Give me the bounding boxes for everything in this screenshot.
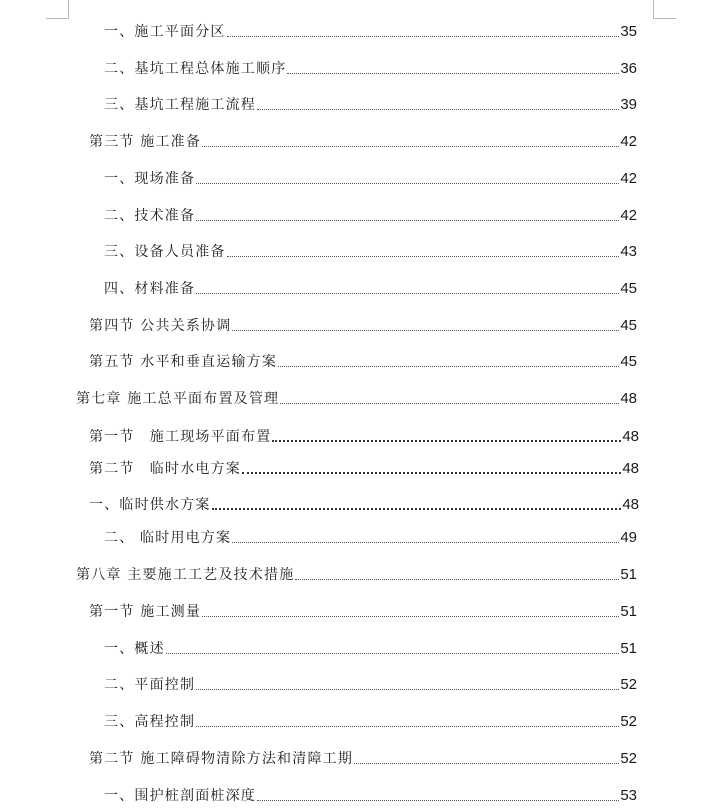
- toc-entry-title: 一、临时供水方案: [89, 497, 211, 513]
- toc-page-number: 42: [620, 170, 637, 187]
- toc-page-number: 48: [622, 496, 639, 513]
- toc-page-number: 42: [620, 133, 637, 150]
- toc-entry-title: 二、基坑工程总体施工顺序: [104, 61, 287, 77]
- toc-entry[interactable]: [104, 709, 637, 731]
- toc-entry-title: 第四节 公共关系协调: [89, 318, 232, 334]
- toc-entry[interactable]: [104, 783, 637, 805]
- toc-dot-leader: [227, 36, 620, 37]
- toc-entry-title: 第一节 施工测量: [89, 604, 202, 620]
- toc-entry-title: 第三节 施工准备: [89, 134, 202, 150]
- toc-page-number: 48: [622, 460, 639, 477]
- toc-page-number: 53: [620, 787, 637, 804]
- toc-entry[interactable]: [104, 92, 637, 114]
- toc-dot-leader: [257, 800, 619, 801]
- toc-dot-leader: [232, 330, 619, 331]
- toc-entry-title: 第七章 施工总平面布置及管理: [76, 391, 280, 407]
- toc-dot-leader: [354, 763, 619, 764]
- toc-entry-title: 一、现场准备: [104, 171, 196, 187]
- toc-entry-title: 四、材料准备: [104, 281, 196, 297]
- toc-page-number: 39: [620, 96, 637, 113]
- toc-page-number: 45: [620, 280, 637, 297]
- toc-entry[interactable]: [89, 349, 637, 371]
- toc-entry-title: 第二节 施工障碍物清除方法和清障工期: [89, 751, 354, 767]
- toc-entry[interactable]: [89, 599, 637, 621]
- toc-page-number: 52: [620, 750, 637, 767]
- toc-dot-leader: [196, 220, 619, 221]
- toc-page-number: 45: [620, 353, 637, 370]
- toc-page-number: 52: [620, 713, 637, 730]
- toc-page-number: 51: [620, 566, 637, 583]
- toc-dot-leader: [232, 542, 619, 543]
- toc-dot-leader: [257, 109, 619, 110]
- toc-page-number: 45: [620, 317, 637, 334]
- toc-dot-leader: [242, 472, 621, 474]
- toc-entry[interactable]: [104, 672, 637, 694]
- toc-entry[interactable]: [104, 56, 637, 78]
- toc-entry-title: 三、高程控制: [104, 714, 196, 730]
- toc-page-number: 51: [620, 603, 637, 620]
- toc-dot-leader: [202, 616, 619, 617]
- toc-page-number: 48: [622, 428, 639, 445]
- toc-entry[interactable]: [76, 562, 637, 584]
- toc-entry[interactable]: [89, 424, 637, 446]
- toc-entry[interactable]: [89, 746, 637, 768]
- toc-page-number: 51: [620, 640, 637, 657]
- toc-dot-leader: [227, 256, 620, 257]
- toc-entry[interactable]: [104, 276, 637, 298]
- toc-dot-leader: [196, 726, 619, 727]
- toc-entry-title: 第八章 主要施工工艺及技术措施: [76, 567, 295, 583]
- toc-dot-leader: [212, 508, 622, 510]
- toc-entry-title: 二、平面控制: [104, 677, 196, 693]
- toc-entry-title: 二、 临时用电方案: [104, 530, 232, 546]
- toc-page-number: 35: [620, 23, 637, 40]
- toc-entry[interactable]: [104, 203, 637, 225]
- toc-entry-title: 一、围护桩剖面桩深度: [104, 788, 256, 804]
- toc-dot-leader: [196, 689, 619, 690]
- toc-entry[interactable]: [104, 166, 637, 188]
- toc-entry[interactable]: [89, 313, 637, 335]
- toc-entry-title: 第二节 临时水电方案: [89, 461, 241, 477]
- toc-dot-leader: [278, 366, 619, 367]
- toc-dot-leader: [196, 293, 619, 294]
- toc-dot-leader: [272, 440, 621, 442]
- toc-entry[interactable]: [89, 456, 637, 478]
- toc-dot-leader: [295, 579, 619, 580]
- toc-entry-title: 第五节 水平和垂直运输方案: [89, 354, 278, 370]
- toc-dot-leader: [280, 403, 619, 404]
- toc-page-number: 49: [620, 529, 637, 546]
- toc-entry[interactable]: [89, 129, 637, 151]
- toc-dot-leader: [287, 73, 619, 74]
- toc-entry[interactable]: [104, 636, 637, 658]
- toc-page-number: 48: [620, 390, 637, 407]
- toc-entry[interactable]: [76, 386, 637, 408]
- toc-entry-title: 第一节 施工现场平面布置: [89, 429, 272, 445]
- toc-entry[interactable]: [89, 492, 637, 514]
- toc-entry-title: 二、技术准备: [104, 208, 196, 224]
- toc-entry-title: 一、概述: [104, 641, 165, 657]
- toc-dot-leader: [196, 183, 619, 184]
- toc-entry-title: 三、设备人员准备: [104, 244, 226, 260]
- toc-dot-leader: [166, 653, 620, 654]
- toc-page-number: 52: [620, 676, 637, 693]
- toc-entry-title: 三、基坑工程施工流程: [104, 97, 256, 113]
- toc-entry[interactable]: [104, 239, 637, 261]
- toc-page-number: 43: [620, 243, 637, 260]
- toc-entry[interactable]: [104, 19, 637, 41]
- toc-page-number: 42: [620, 207, 637, 224]
- toc-page-number: 36: [620, 60, 637, 77]
- toc-entry[interactable]: [104, 525, 637, 547]
- toc-dot-leader: [202, 146, 619, 147]
- toc-entry-title: 一、施工平面分区: [104, 24, 226, 40]
